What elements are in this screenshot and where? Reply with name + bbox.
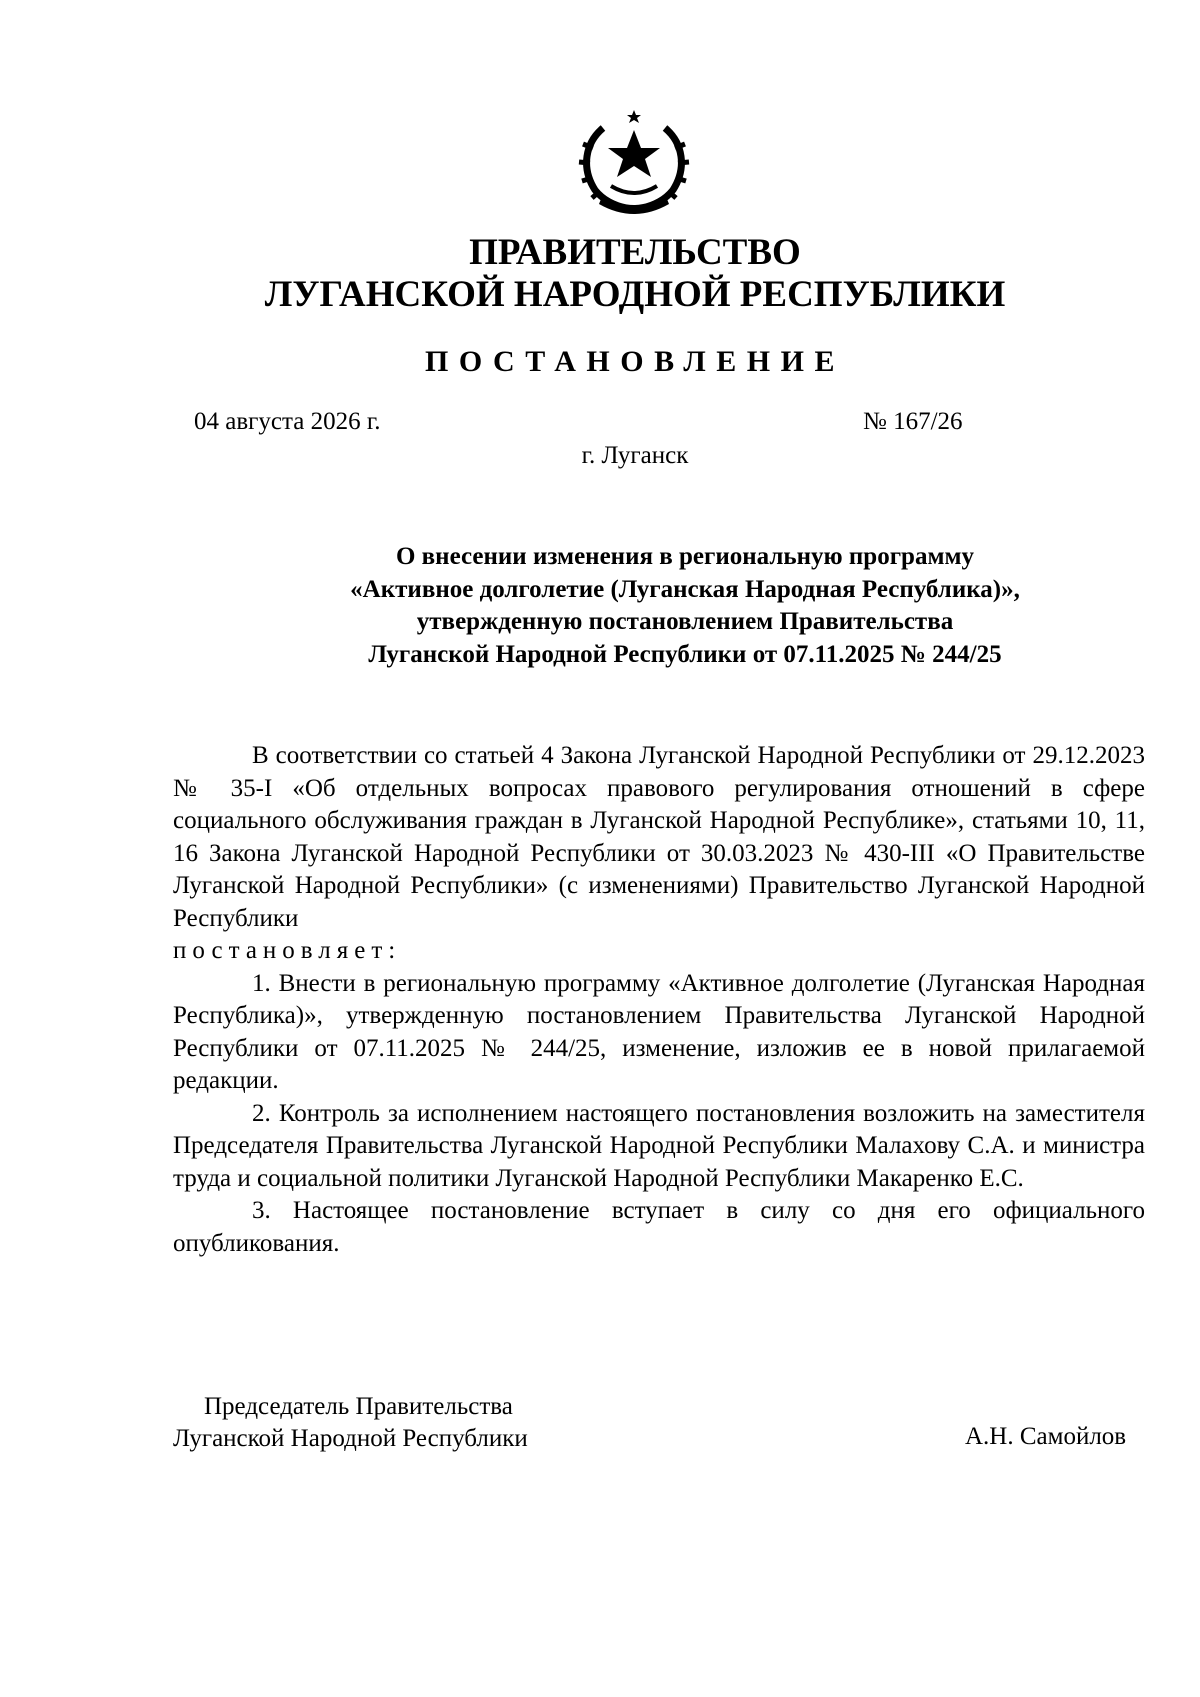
signatory-name: А.Н. Самойлов	[965, 1423, 1127, 1450]
document-city: г. Луганск	[581, 442, 689, 469]
document-kind: ПОСТАНОВЛЕНИЕ	[425, 345, 845, 378]
signatory-position-line1: Председатель Правительства	[204, 1393, 513, 1420]
signatory-position-line2: Луганской Народной Республики	[173, 1425, 528, 1452]
signatory-position	[173, 1391, 528, 1455]
item-paragraph: 1. Внести в региональную программу «Активное долголетие (Луганская Народная Республика)», утвержденную постановлением Правительства Луганской Народной Республики от 07.11.2025 № 244/25, изменение, изложив ее в новой прилагаемой редакции.	[173, 969, 1145, 1094]
subject-line: утвержденную постановлением Правительства	[416, 608, 954, 635]
subject-line: «Активное долголетие (Луганская Народная Республика)»,	[350, 575, 1020, 603]
preamble-text: В соответствии со статьей 4 Закона Луганской Народной Республики от 29.12.2023 № 35-I «Об отдельных вопросах правового регулирования отношений в сфере социального обслуживания граждан в Луганской Народной Республике», статьями 10, 11, 16 Закона Луганской Народной Республики от 30.03.2023 № 430-III «О Правительстве Луганской Народной Республики» (с изменениями) Правительство Луганской Народной Республики	[173, 742, 1145, 932]
subject-line: Луганской Народной Республики от 07.11.2025 № 244/25	[368, 640, 1002, 668]
document-subject	[150, 541, 1200, 671]
preamble-paragraph	[173, 740, 1145, 968]
subject-line: О внесении изменения в региональную программу	[395, 543, 975, 570]
document-date: 04 августа 2026 г.	[194, 408, 381, 435]
decree-word: постановляет:	[173, 937, 402, 964]
document-body	[173, 740, 1145, 1260]
item-paragraph: 3. Настоящее постановление вступает в силу со дня его официального опубликования.	[173, 1197, 1145, 1257]
item-paragraph: 2. Контроль за исполнением настоящего постановления возложить на заместителя Председателя Правительства Луганской Народной Республики Малахову С.А. и министра труда и социальной политики Луганской Народной Республики Макаренко Е.С.	[173, 1099, 1145, 1192]
lpr-coat-of-arms-icon	[573, 108, 695, 214]
government-title	[0, 232, 1200, 316]
document-number: № 167/26	[863, 408, 963, 435]
government-title-line1: ПРАВИТЕЛЬСТВО	[469, 232, 801, 273]
government-title-line2: ЛУГАНСКОЙ НАРОДНОЙ РЕСПУБЛИКИ	[264, 274, 1006, 315]
